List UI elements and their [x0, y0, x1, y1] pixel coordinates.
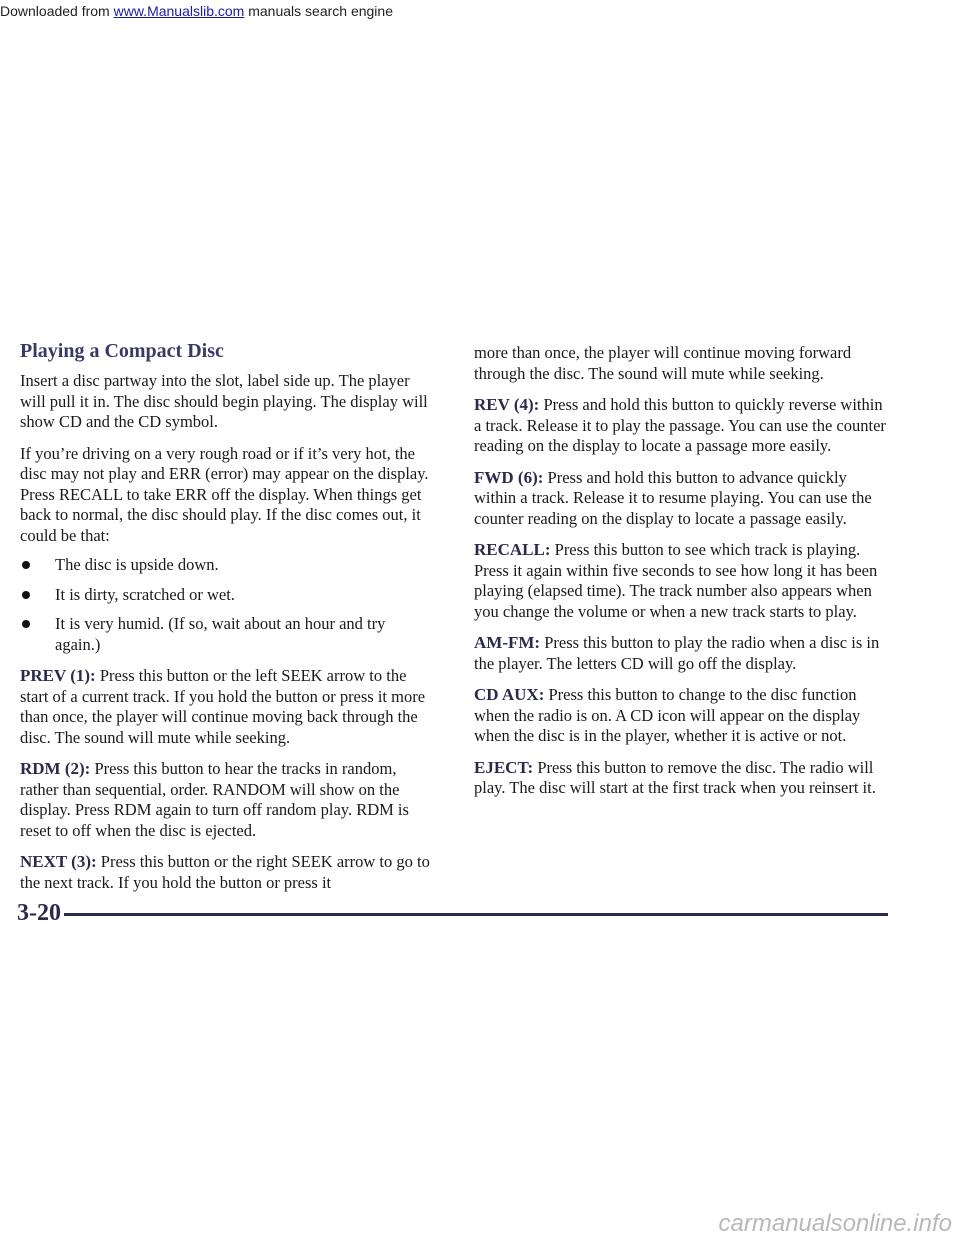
watermark-prefix: Downloaded from: [0, 3, 114, 19]
term-prev: PREV (1):: [20, 666, 96, 685]
paragraph-am-fm: [474, 633, 890, 674]
site-watermark: carmanualsonline.info: [718, 1210, 952, 1237]
desc-cd-aux: Press this button to change to the disc function when the radio is on. A CD icon will appear on the display when the disc is in the player, whether it is active or not.: [474, 685, 861, 745]
paragraph-recall: [474, 540, 890, 622]
desc-next: Press this button or the right SEEK arrow to go to the next track. If you hold the button or press it: [20, 852, 430, 892]
bullet-icon: [22, 620, 30, 628]
watermark-suffix: manuals search engine: [244, 3, 393, 19]
paragraph-next: [20, 852, 434, 893]
right-column: [474, 343, 890, 810]
term-rdm: RDM (2):: [20, 759, 91, 778]
list-item: [20, 585, 434, 606]
term-rev: REV (4):: [474, 395, 540, 414]
term-next: NEXT (3):: [20, 852, 97, 871]
paragraph-rdm: [20, 759, 434, 841]
desc-fwd: Press and hold this button to advance quickly within a track. Release it to resume playing. You can use the counter reading on the display to locate a passage easily.: [474, 467, 872, 528]
term-am-fm: AM-FM:: [474, 633, 541, 652]
paragraph-fwd: [474, 468, 890, 530]
term-cd-aux: CD AUX:: [474, 685, 545, 704]
paragraph-prev: [20, 666, 434, 748]
paragraph-insert-disc: Insert a disc partway into the slot, label side up. The player will pull it in. The disc should begin playing. The display will show CD and the CD symbol.: [20, 371, 428, 431]
bullet-list: [20, 555, 434, 655]
desc-eject: Press this button to remove the disc. The radio will play. The disc will start at the first track when you reinsert it.: [474, 757, 876, 797]
list-item: [20, 614, 434, 655]
bullet-text: It is dirty, scratched or wet.: [55, 584, 235, 604]
paragraph-cd-aux: [474, 685, 890, 747]
paragraph-eject: [474, 758, 890, 799]
paragraph-next-continued: more than once, the player will continue moving forward through the disc. The sound will mute while seeking.: [474, 343, 852, 383]
desc-rdm: Press this button to hear the tracks in random, rather than sequential, order. RANDOM will show on the display. Press RDM again to turn off random play. RDM is reset to off when the disc is ejected.: [20, 759, 409, 840]
desc-recall: Press this button to see which track is playing. Press it again within five seconds to see how long it has been playing (elapsed time). The track number also appears when you change the volume or when a new track starts to play.: [474, 540, 878, 621]
section-heading: Playing a Compact Disc: [20, 340, 224, 362]
left-column: [20, 371, 434, 904]
bullet-text: It is very humid. (If so, wait about an hour and try again.): [55, 614, 386, 654]
page-number: 3-20: [17, 900, 61, 926]
list-item: [20, 555, 434, 576]
desc-prev: Press this button or the left SEEK arrow to the start of a current track. If you hold the button or press it more than once, the player will continue moving back through the disc. The sound will mute while seeking.: [20, 666, 426, 747]
term-fwd: FWD (6):: [474, 467, 544, 487]
download-watermark: [0, 3, 393, 19]
desc-am-fm: Press this button to play the radio when a disc is in the player. The letters CD will go off the display.: [474, 633, 880, 673]
footer-divider: [64, 913, 888, 916]
bullet-text: The disc is upside down.: [55, 555, 219, 574]
bullet-icon: [22, 591, 30, 599]
paragraph-rough-road: If you’re driving on a very rough road or if it’s very hot, the disc may not play and ERR (error) may appear on the display. Press RECALL to take ERR off the display. When things get back to normal, the disc should play. If the disc comes out, it could be that:: [20, 443, 429, 545]
manualslib-link[interactable]: www.Manualslib.com: [113, 3, 245, 19]
desc-rev: Press and hold this button to quickly reverse within a track. Release it to play the passage. You can use the counter reading on the display to locate a passage more easily.: [474, 395, 886, 455]
bullet-icon: [22, 561, 30, 569]
term-recall: RECALL:: [474, 540, 551, 559]
paragraph-rev: [474, 395, 890, 457]
term-eject: EJECT:: [474, 757, 534, 777]
